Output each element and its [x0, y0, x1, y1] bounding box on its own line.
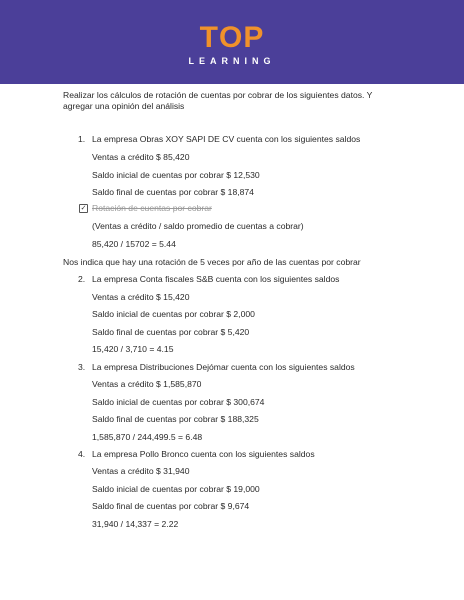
- item-2-result: 15,420 / 3,710 = 4.15: [92, 344, 174, 354]
- checkbox-checked-icon[interactable]: ✓: [80, 205, 87, 212]
- item-1-number: 1.: [78, 134, 86, 144]
- item-1-saldo-inicial: Saldo inicial de cuentas por cobrar $ 12,530: [92, 170, 260, 180]
- item-3-ventas: Ventas a crédito $ 1,585,870: [92, 379, 202, 389]
- checklist-formula: (Ventas a crédito / saldo promedio de cuentas a cobrar): [92, 221, 304, 231]
- item-3-title: La empresa Distribuciones Dejómar cuenta con los siguientes saldos: [92, 362, 355, 372]
- item-4-result: 31,940 / 14,337 = 2.22: [92, 519, 179, 529]
- item-2-ventas: Ventas a crédito $ 15,420: [92, 292, 190, 302]
- logo-letter-t: T: [199, 21, 219, 54]
- item-3-number: 3.: [78, 362, 86, 372]
- item-3-saldo-inicial: Saldo inicial de cuentas por cobrar $ 300,674: [92, 397, 265, 407]
- item-3-saldo-final: Saldo final de cuentas por cobrar $ 188,325: [92, 414, 259, 424]
- item-3-result: 1,585,870 / 244,499.5 = 6.48: [92, 432, 203, 442]
- intro-line-1: Realizar los cálculos de rotación de cuentas por cobrar de los siguientes datos. Y: [63, 90, 373, 100]
- item-1-title: La empresa Obras XOY SAPI DE CV cuenta con los siguientes saldos: [92, 134, 361, 144]
- item-2-saldo-final: Saldo final de cuentas por cobrar $ 5,420: [92, 327, 250, 337]
- item-4-ventas: Ventas a crédito $ 31,940: [92, 466, 190, 476]
- logo-letter-o: O: [218, 21, 244, 54]
- item-4-saldo-inicial: Saldo inicial de cuentas por cobrar $ 19,000: [92, 484, 260, 494]
- conclusion-text: Nos indica que hay una rotación de 5 veces por año de las cuentas por cobrar: [63, 257, 361, 267]
- logo-subtitle: LEARNING: [188, 56, 276, 66]
- item-1-ventas: Ventas a crédito $ 85,420: [92, 152, 190, 162]
- intro-line-2: agregar una opinión del análisis: [63, 101, 185, 111]
- item-2-title: La empresa Conta fiscales S&B cuenta con los siguientes saldos: [92, 274, 340, 284]
- checklist-result: 85,420 / 15702 = 5.44: [92, 239, 176, 249]
- item-4-number: 4.: [78, 449, 86, 459]
- item-1-saldo-final: Saldo final de cuentas por cobrar $ 18,874: [92, 187, 254, 197]
- logo-letter-p: P: [243, 21, 265, 54]
- item-2-saldo-inicial: Saldo inicial de cuentas por cobrar $ 2,000: [92, 309, 255, 319]
- item-4-saldo-final: Saldo final de cuentas por cobrar $ 9,674: [92, 501, 250, 511]
- item-4-title: La empresa Pollo Bronco cuenta con los siguientes saldos: [92, 449, 315, 459]
- checklist-label: Rotación de cuentas por cobrar: [92, 203, 212, 213]
- item-2-number: 2.: [78, 274, 86, 284]
